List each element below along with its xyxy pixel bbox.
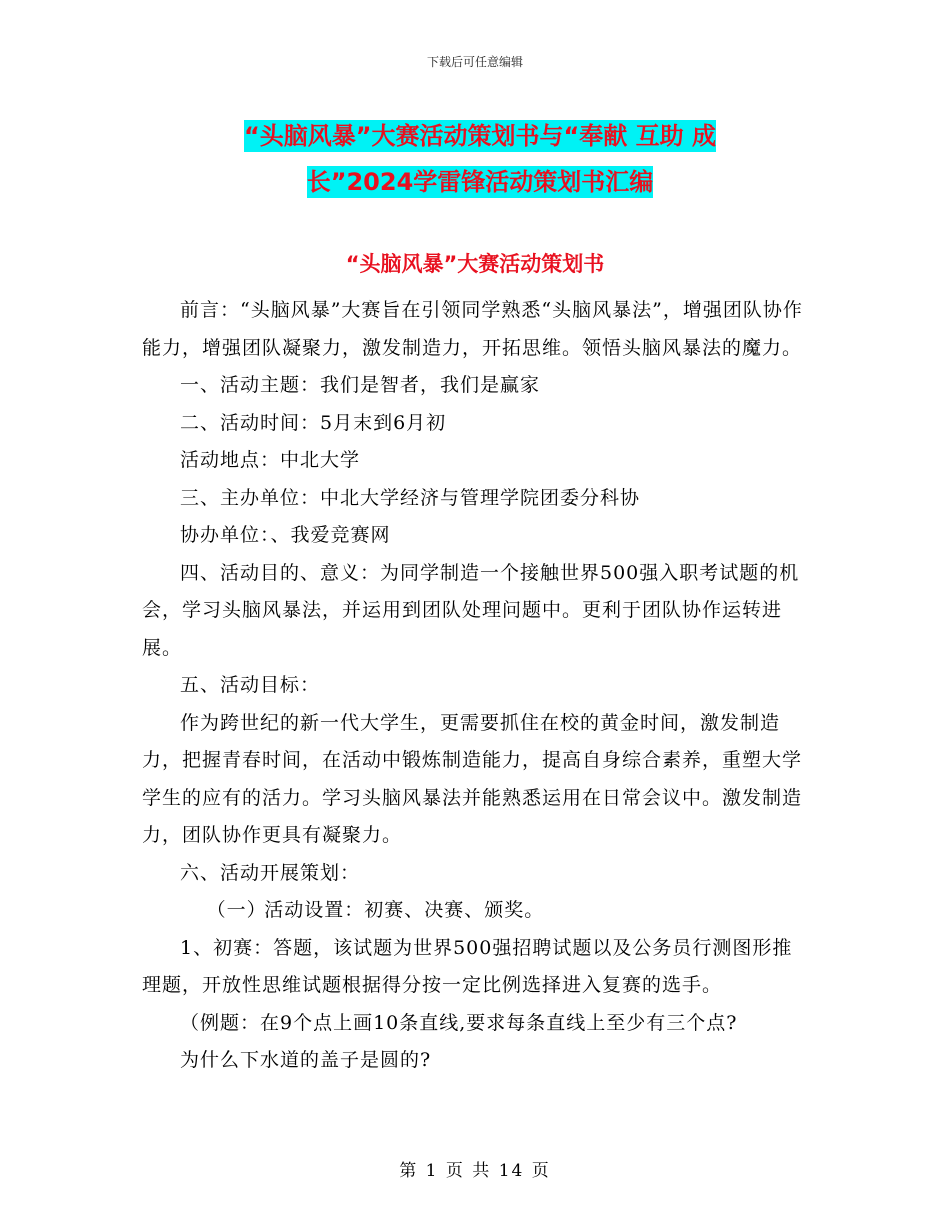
preface-paragraph: 前言：“头脑风暴”大赛旨在引领同学熟悉“头脑风暴法”，增强团队协作能力，增强团队凝聚力，激发制造力，开拓思维。领悟头脑风暴法的魔力。 bbox=[142, 299, 803, 359]
document-body bbox=[142, 292, 807, 1080]
place-line: 活动地点：中北大学 bbox=[180, 449, 361, 471]
plan-heading: 六、活动开展策划： bbox=[180, 861, 361, 884]
question-line: 为什么下水道的盖子是圆的? bbox=[180, 1049, 432, 1071]
activity-setting-line bbox=[142, 892, 807, 930]
title-line-2: 长”2024学雷锋活动策划书汇编 bbox=[306, 168, 654, 196]
title-line-1: “头脑风暴”大赛活动策划书与“奉献 互助 成 bbox=[243, 122, 717, 150]
page-footer: 第 1 页 共 14 页 bbox=[399, 1161, 551, 1181]
goal-heading: 五、活动目标： bbox=[180, 674, 321, 696]
setting-text: 活动设置：初赛、决赛、颁奖。 bbox=[264, 899, 545, 921]
organizer-line: 三、主办单位：中北大学经济与管理学院团委分科协 bbox=[180, 486, 641, 509]
preliminary-paragraph: 1、初赛：答题，该试题为世界500强招聘试题以及公务员行测图形推理题，开放性思维试题根据得分按一定比例选择进入复赛的选手。 bbox=[142, 936, 793, 996]
purpose-paragraph: 四、活动目的、意义：为同学制造一个接触世界500强入职考试题的机会，学习头脑风暴法，并运用到团队处理问题中。更利于团队协作运转进展。 bbox=[142, 561, 800, 659]
time-line: 二、活动时间：5月末到6月初 bbox=[180, 411, 447, 434]
example-line: （例题：在9个点上画10条直线,要求每条直线上至少有三个点? bbox=[180, 1011, 738, 1034]
setting-number: （一） bbox=[206, 899, 267, 921]
document-title bbox=[140, 113, 820, 205]
co-organizer-line: 协办单位：、我爱竞赛网 bbox=[180, 524, 391, 546]
section-title: “头脑风暴”大赛活动策划书 bbox=[345, 252, 605, 276]
header-note: 下载后可任意编辑 bbox=[426, 55, 523, 69]
theme-line: 一、活动主题：我们是智者，我们是赢家 bbox=[180, 374, 541, 396]
goal-paragraph: 作为跨世纪的新一代大学生，更需要抓住在校的黄金时间，激发制造力，把握青春时间，在活动中锻炼制造能力，提高自身综合素养，重塑大学学生的应有的活力。学习头脑风暴法并能熟悉运用在日常会议中。激发制造力，团队协作更具有凝聚力。 bbox=[142, 711, 803, 846]
